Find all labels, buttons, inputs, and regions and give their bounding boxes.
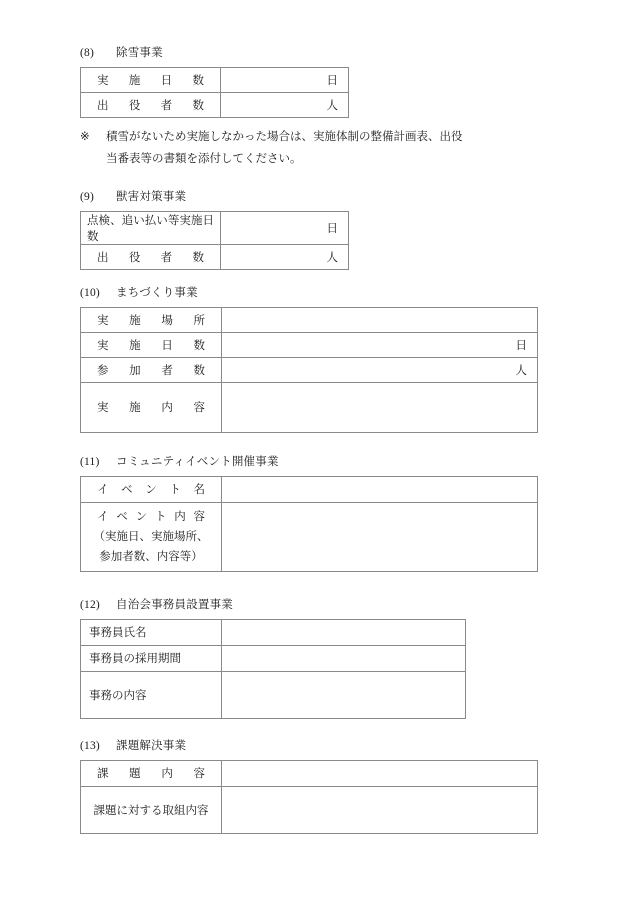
row-label: 参加者数 <box>97 364 205 377</box>
table-row <box>81 671 466 718</box>
row-label-cell <box>81 671 222 718</box>
section-11-title: コミュニティイベント開催事業 <box>116 456 279 468</box>
table-row <box>81 211 349 244</box>
section-13-title: 課題解決事業 <box>116 740 187 752</box>
section-10-table <box>80 307 538 433</box>
row-value-cell[interactable] <box>222 357 538 382</box>
row-label: 実施場所 <box>97 314 205 327</box>
section-12 <box>80 600 466 719</box>
section-13-heading <box>80 741 538 753</box>
row-label-cell <box>81 619 222 645</box>
row-value-cell[interactable] <box>222 332 538 357</box>
row-unit: 日 <box>515 339 527 352</box>
row-unit: 日 <box>326 222 338 235</box>
section-12-number: (12) <box>80 599 100 611</box>
section-9-heading <box>80 192 349 204</box>
section-12-title: 自治会事務員設置事業 <box>116 599 233 611</box>
row-value-cell[interactable] <box>221 211 349 244</box>
row-label-cell <box>81 645 222 671</box>
row-label: 事務の内容 <box>89 689 147 702</box>
row-label-cell <box>81 211 221 244</box>
section-9-title: 獣害対策事業 <box>116 191 187 203</box>
table-row <box>81 382 538 432</box>
row-value-cell[interactable] <box>221 67 349 92</box>
row-label: 実施日数 <box>97 339 205 352</box>
section-11-heading <box>80 457 538 469</box>
section-10-number: (10) <box>80 287 100 299</box>
row-label-cell <box>81 67 221 92</box>
row-unit: 人 <box>515 364 527 377</box>
table-row <box>81 645 466 671</box>
section-10-heading <box>80 288 538 300</box>
row-label: 出役者数 <box>97 99 204 112</box>
section-10-title: まちづくり事業 <box>116 287 198 299</box>
section-8-table <box>80 67 349 118</box>
row-label: 課題内容 <box>97 768 205 780</box>
row-value-cell[interactable] <box>221 92 349 117</box>
section-8-title: 除雪事業 <box>116 47 163 59</box>
section-8-number: (8) <box>80 47 95 59</box>
table-row <box>81 760 538 786</box>
row-label: 実施日数 <box>97 74 204 87</box>
row-value-cell[interactable] <box>222 382 538 432</box>
row-value-cell[interactable] <box>221 244 349 269</box>
row-label-cell <box>81 307 222 332</box>
section-8-note <box>80 126 463 171</box>
section-11-number: (11) <box>80 456 100 468</box>
row-label: 課題に対する取組内容 <box>93 804 209 817</box>
section-12-heading <box>80 600 466 612</box>
table-row <box>81 619 466 645</box>
table-row <box>81 67 349 92</box>
section-13 <box>80 741 538 834</box>
row-label-cell <box>81 476 222 502</box>
row-label: イベント名 <box>97 484 205 496</box>
row-label-line-1: イベント内容 <box>97 510 205 523</box>
row-label-cell <box>81 332 222 357</box>
section-9 <box>80 192 349 270</box>
row-label-cell <box>81 786 222 833</box>
row-value-cell[interactable] <box>222 786 538 833</box>
row-label: 出役者数 <box>97 251 204 264</box>
table-row <box>81 357 538 382</box>
row-label: 点検、追い払い等実施日数 <box>87 214 214 243</box>
note-mark: ※ <box>80 131 90 143</box>
section-9-number: (9) <box>80 191 95 203</box>
row-label: 実施内容 <box>97 402 205 414</box>
section-11-table <box>80 476 538 572</box>
row-label-line-2: （実施日、実施場所、 <box>93 530 209 543</box>
row-unit: 人 <box>326 251 338 264</box>
section-11 <box>80 457 538 572</box>
table-row <box>81 92 349 117</box>
table-row <box>81 786 538 833</box>
row-label-cell <box>81 244 221 269</box>
table-row <box>81 307 538 332</box>
table-row <box>81 476 538 502</box>
table-row <box>81 502 538 571</box>
row-value-cell[interactable] <box>222 502 538 571</box>
section-8-heading <box>80 48 349 60</box>
row-label-cell <box>81 357 222 382</box>
section-8 <box>80 48 349 118</box>
row-value-cell[interactable] <box>222 476 538 502</box>
section-12-table <box>80 619 466 719</box>
row-label-cell <box>81 92 221 117</box>
row-label-cell <box>81 382 222 432</box>
row-value-cell[interactable] <box>222 760 538 786</box>
row-label-multiline <box>81 503 221 571</box>
row-label-cell <box>81 502 222 571</box>
table-row <box>81 332 538 357</box>
row-label-line-3: 参加者数、内容等） <box>99 550 203 563</box>
note-line-2: 当番表等の書類を添付してください。 <box>106 153 302 166</box>
row-value-cell[interactable] <box>222 619 466 645</box>
row-value-cell[interactable] <box>222 671 466 718</box>
row-value-cell[interactable] <box>222 307 538 332</box>
section-10 <box>80 288 538 433</box>
row-value-cell[interactable] <box>222 645 466 671</box>
section-13-table <box>80 760 538 834</box>
row-unit: 人 <box>326 99 338 112</box>
section-9-table <box>80 211 349 270</box>
row-label: 事務員氏名 <box>89 627 147 639</box>
table-row <box>81 244 349 269</box>
row-unit: 日 <box>326 74 338 87</box>
note-line-1: 積雪がないため実施しなかった場合は、実施体制の整備計画表、出役 <box>106 131 463 143</box>
row-label-cell <box>81 760 222 786</box>
section-13-number: (13) <box>80 740 100 752</box>
row-label: 事務員の採用期間 <box>89 653 181 665</box>
